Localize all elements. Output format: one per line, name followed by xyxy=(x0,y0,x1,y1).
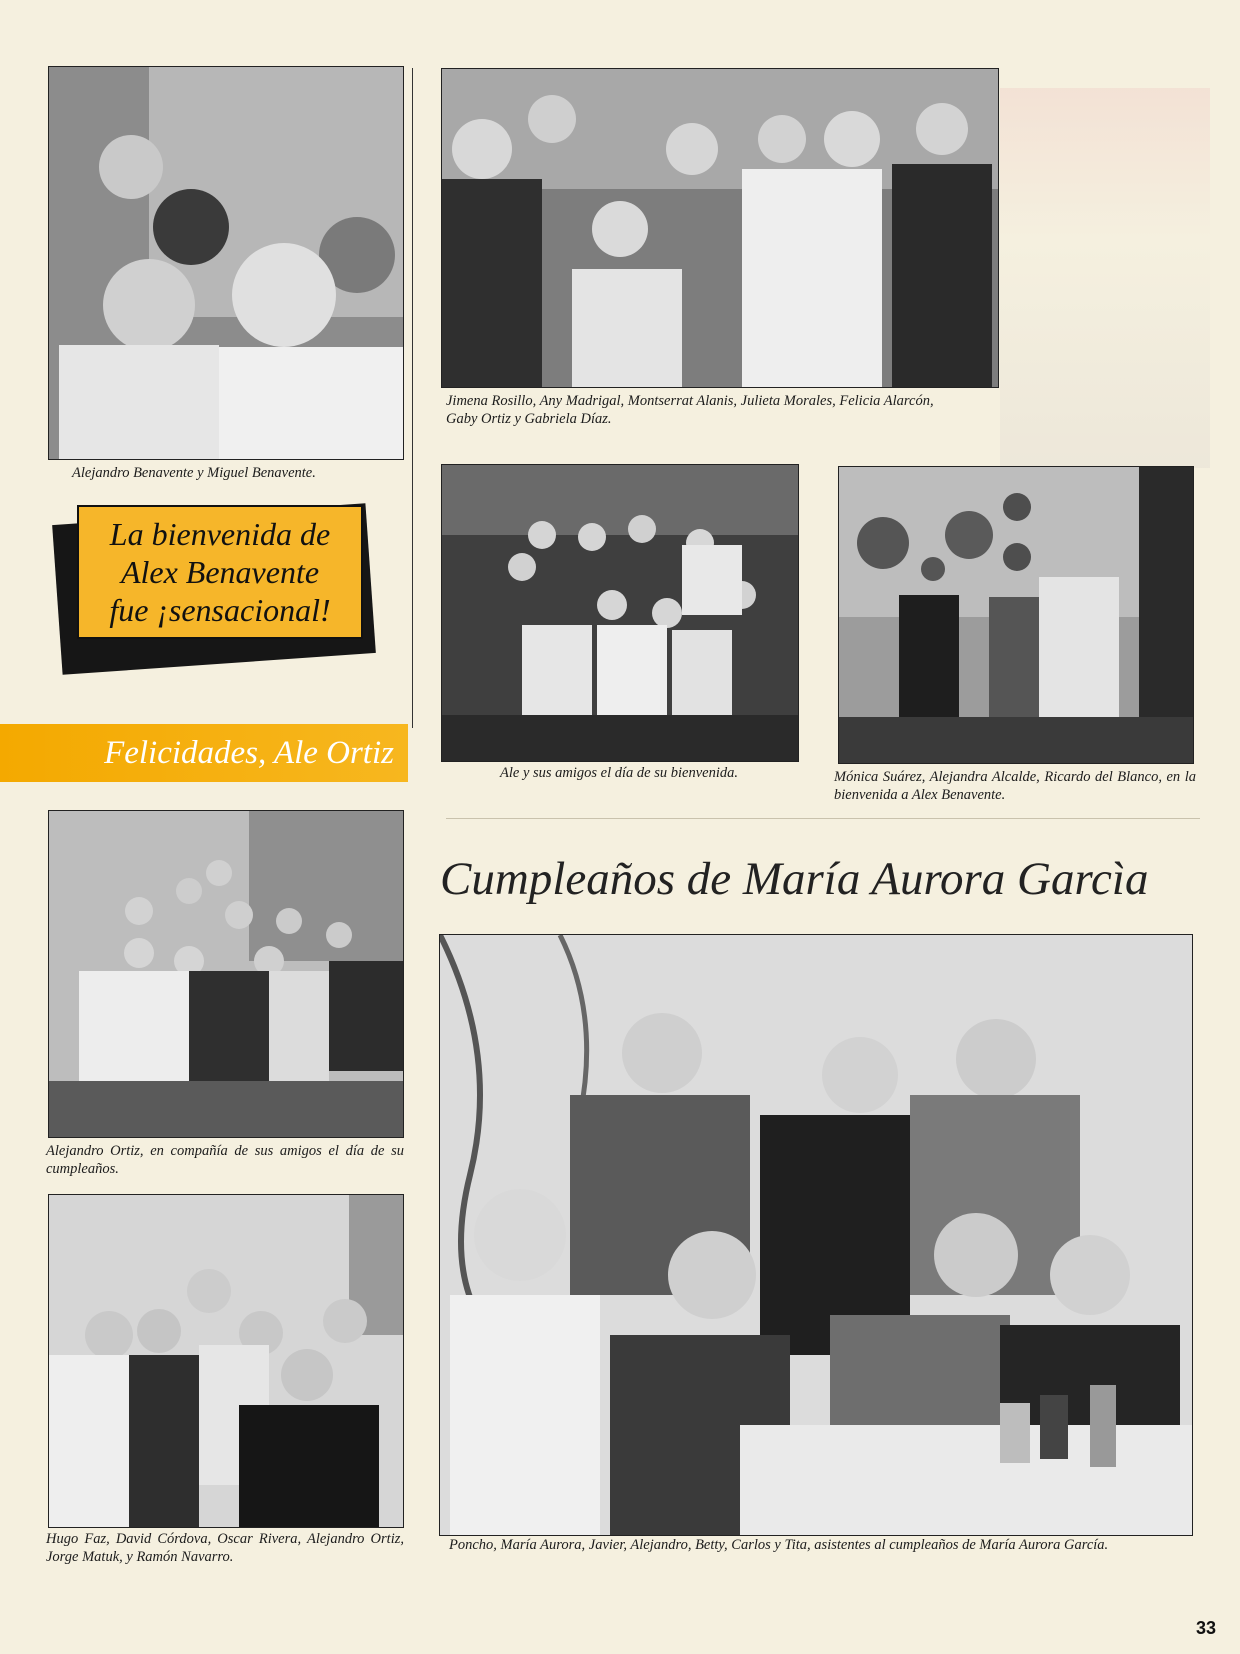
page-number: 33 xyxy=(1196,1618,1217,1638)
column-divider xyxy=(412,68,413,728)
caption-birthday-group: Poncho, María Aurora, Javier, Alejandro, Betty, Carlos y Tita, asistentes al cumpleaños de María Aurora García. xyxy=(449,1537,1109,1553)
photo-birthday-group xyxy=(439,934,1193,1536)
photo-benavente-brothers xyxy=(48,66,404,460)
page-headline: Cumpleaños de María Aurora Garcìa xyxy=(440,853,1149,905)
callout-line-3: fue ¡sensacional! xyxy=(109,592,331,628)
faded-background-ad xyxy=(1000,88,1210,468)
banner-text: Felicidades, Ale Ortiz xyxy=(104,734,394,771)
caption-monica: Mónica Suárez, Alejandra Alcalde, Ricardo del Blanco, en la bienvenida a Alex Benavente. xyxy=(834,769,1196,803)
photo-ale-amigos xyxy=(441,464,799,762)
section-banner xyxy=(0,724,408,782)
photo-hugo-group xyxy=(48,1194,404,1528)
caption-girls-group: Jimena Rosillo, Any Madrigal, Montserrat Alanis, Julieta Morales, Felicia Alarcón, Gaby Ortiz y Gabriela Díaz. xyxy=(446,393,934,427)
section-divider xyxy=(446,818,1200,819)
caption-ortiz-friends: Alejandro Ortiz, en compañía de sus amigos el día de su cumpleaños. xyxy=(46,1143,404,1177)
callout-box xyxy=(77,505,363,639)
photo-ortiz-friends xyxy=(48,810,404,1138)
photo-monica xyxy=(838,466,1194,764)
caption-benavente: Alejandro Benavente y Miguel Benavente. xyxy=(72,465,316,481)
photo-girls-group xyxy=(441,68,999,388)
callout-line-2: Alex Benavente xyxy=(120,554,320,590)
caption-ale-amigos: Ale y sus amigos el día de su bienvenida. xyxy=(500,765,738,781)
callout-line-1: La bienvenida de xyxy=(109,516,331,552)
caption-hugo-group: Hugo Faz, David Córdova, Oscar Rivera, Alejandro Ortiz, Jorge Matuk, y Ramón Navarro. xyxy=(46,1531,404,1565)
